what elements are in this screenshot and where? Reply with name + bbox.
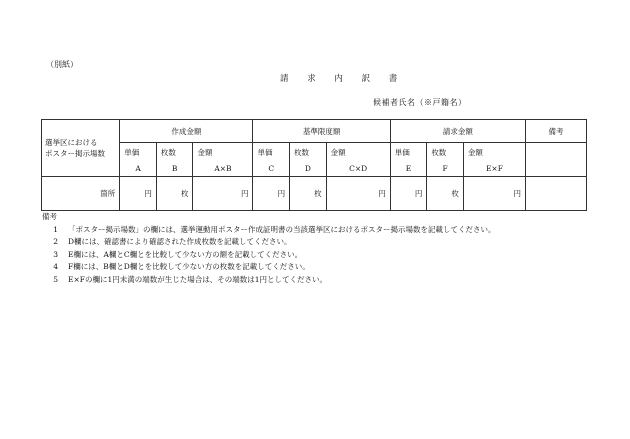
cell-places[interactable]: 箇所	[42, 177, 120, 211]
note-item: 2 D欄には、確認書により確認された作成枚数を記載してください。	[53, 237, 292, 247]
col-count-d: 枚数 D	[290, 143, 327, 177]
cell-c-yen[interactable]: 円	[253, 177, 290, 211]
row-label-line1: 選挙区における	[45, 138, 98, 147]
col-unit-price-e: 単価 E	[390, 143, 427, 177]
cell-e-yen[interactable]: 円	[390, 177, 427, 211]
col-count-f: 枚数 F	[427, 143, 464, 177]
note-item: 4 F欄には、B欄とD欄とを比較して少ない方の枚数を記載してください。	[53, 262, 310, 272]
note-item: 5 E×Fの欄に1円未満の端数が生じた場合は、その端数は1円としてください。	[53, 274, 328, 284]
notes-section	[42, 211, 496, 287]
notes-heading: 備考	[42, 212, 57, 221]
appendix-label: （別紙）	[46, 60, 78, 69]
claim-breakdown-table	[41, 119, 587, 211]
col-unit-price-a: 単価 A	[120, 143, 157, 177]
cell-d-sheets[interactable]: 枚	[290, 177, 327, 211]
col-count-b: 枚数 B	[156, 143, 193, 177]
cell-remarks[interactable]	[525, 177, 586, 211]
col-amount-axb: 金額 A×B	[193, 143, 253, 177]
candidate-name-label: 候補者氏名（※戸籍名）	[373, 98, 467, 107]
row-label-cell	[42, 120, 120, 177]
col-amount-exf: 金額 E×F	[463, 143, 525, 177]
group-header-creation: 作成金額	[120, 120, 253, 143]
group-header-limit: 基準限度額	[253, 120, 390, 143]
cell-axb-yen[interactable]: 円	[193, 177, 253, 211]
col-remarks-blank	[525, 143, 586, 177]
cell-exf-yen[interactable]: 円	[463, 177, 525, 211]
col-unit-price-c: 単価 C	[253, 143, 290, 177]
group-header-remarks: 備考	[525, 120, 586, 143]
cell-b-sheets[interactable]: 枚	[156, 177, 193, 211]
row-label-line2: ポスター掲示場数	[45, 149, 105, 158]
col-amount-cxd: 金額 C×D	[326, 143, 390, 177]
note-item: 3 E欄には、A欄とC欄とを比較して少ない方の額を記載してください。	[53, 249, 303, 259]
cell-f-sheets[interactable]: 枚	[427, 177, 464, 211]
cell-cxd-yen[interactable]: 円	[326, 177, 390, 211]
group-header-claim: 請求金額	[390, 120, 525, 143]
document-title: 請 求 内 訳 書	[280, 74, 406, 84]
cell-a-yen[interactable]: 円	[120, 177, 157, 211]
note-item: 1 「ポスター掲示場数」の欄には、選挙運動用ポスター作成証明書の当該選挙区におけるポスター掲示場数を記載してください。	[53, 224, 496, 234]
